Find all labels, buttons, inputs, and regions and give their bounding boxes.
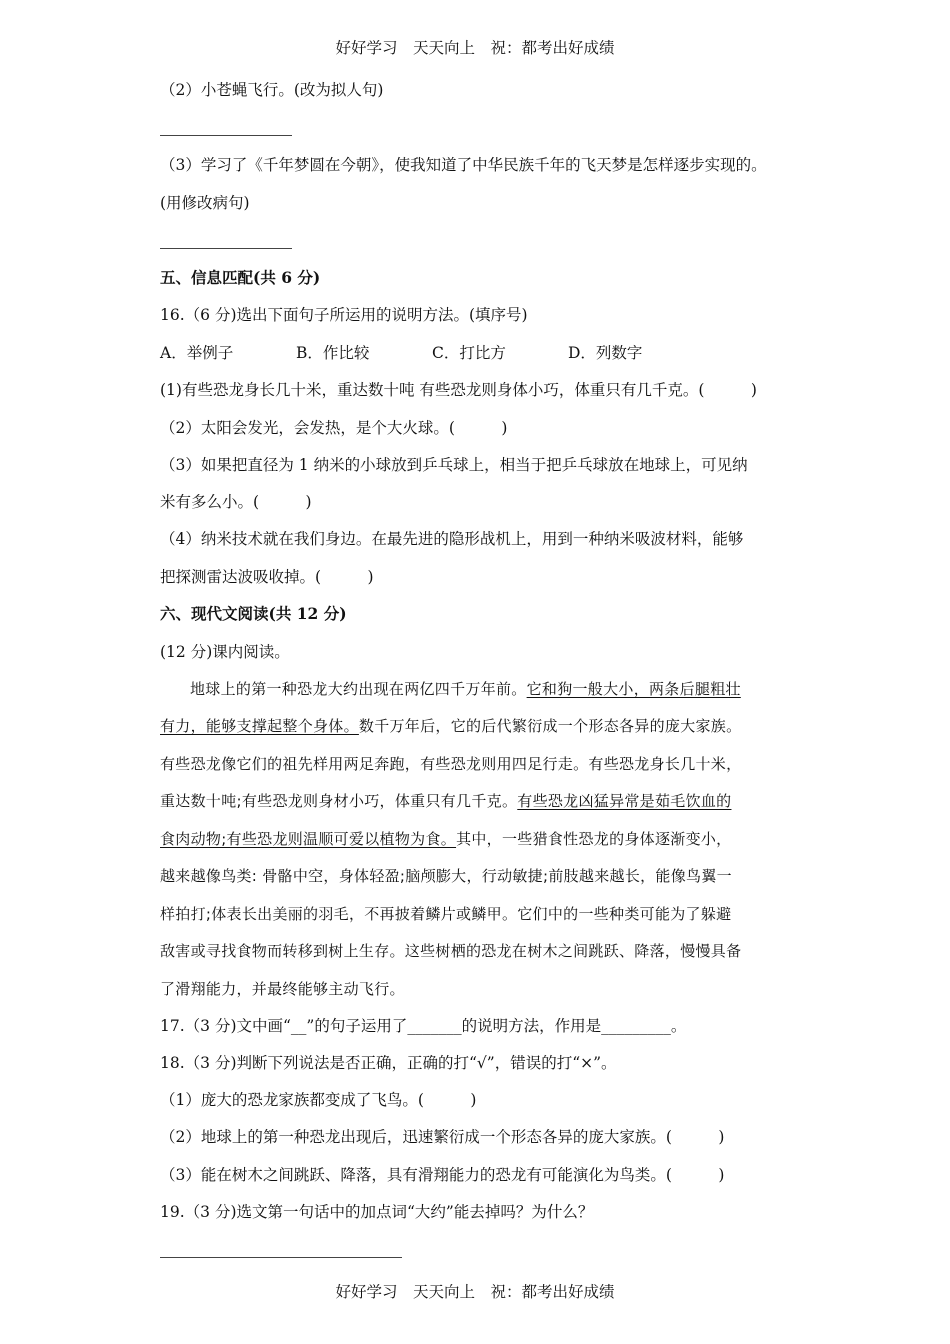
passage-underlined-text: 有力，能够支撑起整个身体。 (160, 717, 359, 735)
passage-text: 数千万年后，它的后代繁衍成一个形态各异的庞大家族。 (358, 717, 742, 735)
q16-2-text: （2）太阳会发光，会发热，是个大火球。( ) (160, 419, 508, 437)
passage-text: 地球上的第一种恐龙大约出现在两亿四千万年前。 (190, 680, 527, 698)
passage-line-6: 越来越像鸟类: 骨骼中空，身体轻盈;脑颅膨大，行动敏捷;前肢越来越长，能像鸟翼一 (160, 867, 732, 885)
section-6-heading: 六、现代文阅读(共 12 分) (160, 604, 347, 623)
passage-text: 重达数十吨;有些恐龙则身材小巧，体重只有几千克。 (160, 792, 518, 810)
passage-underlined-text: 有些恐龙凶猛异常是茹毛饮血的 (517, 792, 732, 810)
q15-3-answer-line (160, 248, 292, 249)
reading-intro: (12 分)课内阅读。 (160, 643, 290, 661)
passage-line-5 (160, 829, 731, 849)
passage-line-4 (160, 791, 731, 811)
q19-answer-line (160, 1257, 402, 1258)
q16-4-text-line2: 把探测雷达波吸收掉。( ) (160, 568, 374, 586)
page-footer: 好好学习 天天向上 祝：都考出好成绩 (335, 1283, 615, 1301)
q16-option-b: B．作比较 (296, 344, 370, 362)
section-5-heading: 五、信息匹配(共 6 分) (160, 268, 321, 287)
page-header: 好好学习 天天向上 祝：都考出好成绩 (335, 39, 615, 57)
passage-line-7: 样拍打;体表长出美丽的羽毛，不再披着鳞片或鳞甲。它们中的一些种类可能为了躲避 (160, 905, 732, 923)
passage-line-9: 了滑翔能力，并最终能够主动飞行。 (160, 980, 405, 998)
q16-4-text-line1: （4）纳米技术就在我们身边。在最先进的隐形战机上，用到一种纳米吸波材料，能够 (160, 530, 744, 548)
passage-line-1 (190, 679, 741, 699)
passage-line-8: 敌害或寻找食物而转移到树上生存。这些树栖的恐龙在树木之间跳跃、降落，慢慢具备 (160, 942, 742, 960)
passage-underlined-text: 它和狗一般大小，两条后腿粗壮 (526, 680, 741, 698)
q16-option-a: A．举例子 (160, 344, 234, 362)
q15-3-text-line2: (用修改病句) (160, 194, 250, 212)
q15-2-text: （2）小苍蝇飞行。(改为拟人句) (160, 81, 384, 99)
q16-1-text: (1)有些恐龙身长几十米，重达数十吨 有些恐龙则身体小巧，体重只有几千克。( ) (160, 381, 757, 399)
passage-text: 其中，一些猎食性恐龙的身体逐渐变小， (456, 830, 732, 848)
passage-underlined-text: 食肉动物;有些恐龙则温顺可爱以植物为食。 (160, 830, 457, 848)
q16-3-text-line2: 米有多么小。( ) (160, 493, 312, 511)
q16-option-d: D．列数字 (568, 344, 643, 362)
q16-3-text-line1: （3）如果把直径为 1 纳米的小球放到乒乓球上，相当于把乒乓球放在地球上，可见纳 (160, 456, 748, 474)
q16-stem: 16.（6 分)选出下面句子所运用的说明方法。(填序号) (160, 306, 528, 324)
q16-option-c: C．打比方 (432, 344, 506, 362)
q18-1-text: （1）庞大的恐龙家族都变成了飞鸟。( ) (160, 1091, 477, 1109)
q18-stem: 18.（3 分)判断下列说法是否正确，正确的打“√”，错误的打“×”。 (160, 1054, 617, 1072)
q15-2-answer-line (160, 135, 292, 136)
passage-line-3: 有些恐龙像它们的祖先样用两足奔跑，有些恐龙则用四足行走。有些恐龙身长几十米， (160, 755, 742, 773)
q18-3-text: （3）能在树木之间跳跃、降落，具有滑翔能力的恐龙有可能演化为鸟类。( ) (160, 1166, 725, 1184)
q19-text: 19.（3 分)选文第一句话中的加点词“大约”能去掉吗？为什么？ (160, 1203, 594, 1221)
q18-2-text: （2）地球上的第一种恐龙出现后，迅速繁衍成一个形态各异的庞大家族。( ) (160, 1128, 725, 1146)
passage-line-2 (160, 716, 741, 736)
q16-options (160, 343, 704, 363)
q15-3-text-line1: （3）学习了《千年梦圆在今朝》，使我知道了中华民族千年的飞天梦是怎样逐步实现的。 (160, 156, 767, 174)
q17-text: 17.（3 分)文中画“__”的句子运用了_______的说明方法，作用是_________。 (160, 1017, 687, 1035)
